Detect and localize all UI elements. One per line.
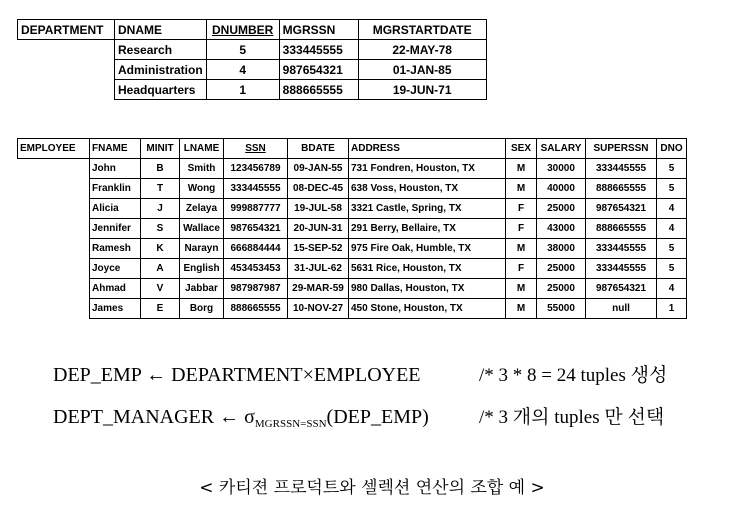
employee-cell: 453453453 bbox=[224, 259, 288, 279]
employee-header-row bbox=[18, 139, 687, 159]
selection-expression-suffix: (DEP_EMP) bbox=[326, 406, 429, 428]
employee-cell: Wong bbox=[180, 179, 224, 199]
employee-cell: Joyce bbox=[90, 259, 141, 279]
employee-cell: 30000 bbox=[537, 159, 586, 179]
department-column-header: DNUMBER bbox=[206, 20, 279, 40]
employee-cell: J bbox=[141, 199, 180, 219]
selection-comment: /* 3 개의 tuples 만 선택 bbox=[479, 407, 665, 428]
employee-row-spacer bbox=[18, 259, 90, 279]
employee-cell: Franklin bbox=[90, 179, 141, 199]
employee-cell: John bbox=[90, 159, 141, 179]
employee-cell: 31-JUL-62 bbox=[288, 259, 349, 279]
department-cell: 22-MAY-78 bbox=[358, 40, 486, 60]
cartesian-product-expression: DEP_EMP ← DEPARTMENT×EMPLOYEE bbox=[53, 364, 421, 386]
department-cell: 4 bbox=[206, 60, 279, 80]
department-column-header: MGRSTARTDATE bbox=[358, 20, 486, 40]
employee-cell: James bbox=[90, 299, 141, 319]
employee-cell: E bbox=[141, 299, 180, 319]
selection-expression-prefix: DEPT_MANAGER ← σ bbox=[53, 406, 255, 428]
employee-cell: 25000 bbox=[537, 279, 586, 299]
employee-cell: 19-JUL-58 bbox=[288, 199, 349, 219]
employee-cell: 888665555 bbox=[586, 219, 657, 239]
employee-cell: Ramesh bbox=[90, 239, 141, 259]
employee-cell: Jabbar bbox=[180, 279, 224, 299]
department-cell: 5 bbox=[206, 40, 279, 60]
employee-table bbox=[17, 138, 687, 319]
employee-row-spacer bbox=[18, 239, 90, 259]
department-header-row bbox=[18, 20, 487, 40]
employee-cell: English bbox=[180, 259, 224, 279]
employee-cell: 40000 bbox=[537, 179, 586, 199]
employee-cell: null bbox=[586, 299, 657, 319]
employee-cell: 25000 bbox=[537, 199, 586, 219]
employee-cell: 4 bbox=[657, 279, 687, 299]
employee-cell: 333445555 bbox=[586, 259, 657, 279]
employee-cell: 731 Fondren, Houston, TX bbox=[349, 159, 506, 179]
table-row bbox=[18, 299, 687, 319]
department-cell: Administration bbox=[115, 60, 207, 80]
employee-cell: Smith bbox=[180, 159, 224, 179]
employee-cell: 888665555 bbox=[586, 179, 657, 199]
table-row bbox=[18, 199, 687, 219]
employee-column-header: SALARY bbox=[537, 139, 586, 159]
employee-cell: V bbox=[141, 279, 180, 299]
employee-cell: 15-SEP-52 bbox=[288, 239, 349, 259]
employee-cell: 55000 bbox=[537, 299, 586, 319]
table-row bbox=[18, 179, 687, 199]
employee-cell: 09-JAN-55 bbox=[288, 159, 349, 179]
employee-cell: Zelaya bbox=[180, 199, 224, 219]
department-column-header: DNAME bbox=[115, 20, 207, 40]
table-row bbox=[18, 259, 687, 279]
employee-cell: Borg bbox=[180, 299, 224, 319]
employee-column-header: SSN bbox=[224, 139, 288, 159]
department-cell: Research bbox=[115, 40, 207, 60]
figure-caption: < 카티젼 프로덕트와 셀렉션 연산의 조합 예 > bbox=[199, 478, 545, 498]
employee-cell: 123456789 bbox=[224, 159, 288, 179]
employee-column-header: MINIT bbox=[141, 139, 180, 159]
department-cell: 01-JAN-85 bbox=[358, 60, 486, 80]
employee-column-header: ADDRESS bbox=[349, 139, 506, 159]
table-row bbox=[18, 279, 687, 299]
employee-cell: 43000 bbox=[537, 219, 586, 239]
department-cell: 19-JUN-71 bbox=[358, 80, 486, 100]
employee-row-spacer bbox=[18, 179, 90, 199]
employee-column-header: SUPERSSN bbox=[586, 139, 657, 159]
employee-column-header: LNAME bbox=[180, 139, 224, 159]
employee-cell: 5 bbox=[657, 179, 687, 199]
employee-cell: Ahmad bbox=[90, 279, 141, 299]
employee-relation-name: EMPLOYEE bbox=[18, 139, 90, 159]
employee-row-spacer bbox=[18, 299, 90, 319]
employee-cell: M bbox=[506, 179, 537, 199]
department-row-spacer bbox=[18, 80, 115, 100]
employee-cell: B bbox=[141, 159, 180, 179]
employee-cell: M bbox=[506, 239, 537, 259]
selection-expression bbox=[53, 407, 429, 430]
employee-cell: 5 bbox=[657, 239, 687, 259]
employee-row-spacer bbox=[18, 219, 90, 239]
employee-cell: M bbox=[506, 159, 537, 179]
employee-cell: Alicia bbox=[90, 199, 141, 219]
table-row bbox=[18, 159, 687, 179]
department-cell: 333445555 bbox=[279, 40, 358, 60]
employee-cell: T bbox=[141, 179, 180, 199]
employee-cell: 3321 Castle, Spring, TX bbox=[349, 199, 506, 219]
employee-cell: 1 bbox=[657, 299, 687, 319]
employee-cell: 5631 Rice, Houston, TX bbox=[349, 259, 506, 279]
department-table bbox=[17, 19, 487, 100]
department-column-header: MGRSSN bbox=[279, 20, 358, 40]
employee-cell: 333445555 bbox=[586, 239, 657, 259]
employee-cell: 333445555 bbox=[224, 179, 288, 199]
employee-cell: 975 Fire Oak, Humble, TX bbox=[349, 239, 506, 259]
employee-cell: 29-MAR-59 bbox=[288, 279, 349, 299]
table-row bbox=[18, 239, 687, 259]
employee-cell: 38000 bbox=[537, 239, 586, 259]
employee-cell: 666884444 bbox=[224, 239, 288, 259]
employee-cell: 08-DEC-45 bbox=[288, 179, 349, 199]
employee-row-spacer bbox=[18, 199, 90, 219]
employee-cell: Narayn bbox=[180, 239, 224, 259]
employee-cell: 25000 bbox=[537, 259, 586, 279]
employee-cell: 987987987 bbox=[224, 279, 288, 299]
employee-cell: F bbox=[506, 259, 537, 279]
employee-cell: M bbox=[506, 279, 537, 299]
table-row bbox=[18, 219, 687, 239]
employee-cell: 987654321 bbox=[586, 199, 657, 219]
department-cell: 987654321 bbox=[279, 60, 358, 80]
selection-condition: MGRSSN=SSN bbox=[254, 418, 327, 430]
table-row bbox=[18, 40, 487, 60]
employee-column-header: FNAME bbox=[90, 139, 141, 159]
employee-cell: 20-JUN-31 bbox=[288, 219, 349, 239]
department-cell: 888665555 bbox=[279, 80, 358, 100]
employee-cell: 4 bbox=[657, 199, 687, 219]
table-row bbox=[18, 60, 487, 80]
employee-cell: 5 bbox=[657, 259, 687, 279]
employee-cell: F bbox=[506, 199, 537, 219]
employee-cell: 10-NOV-27 bbox=[288, 299, 349, 319]
employee-cell: S bbox=[141, 219, 180, 239]
department-cell: 1 bbox=[206, 80, 279, 100]
employee-cell: 638 Voss, Houston, TX bbox=[349, 179, 506, 199]
employee-row-spacer bbox=[18, 159, 90, 179]
employee-cell: A bbox=[141, 259, 180, 279]
employee-cell: 291 Berry, Bellaire, TX bbox=[349, 219, 506, 239]
table-row bbox=[18, 80, 487, 100]
department-cell: Headquarters bbox=[115, 80, 207, 100]
employee-column-header: BDATE bbox=[288, 139, 349, 159]
employee-cell: 333445555 bbox=[586, 159, 657, 179]
employee-cell: Jennifer bbox=[90, 219, 141, 239]
employee-cell: Wallace bbox=[180, 219, 224, 239]
cartesian-product-comment: /* 3 * 8 = 24 tuples 생성 bbox=[479, 365, 668, 386]
employee-cell: 980 Dallas, Houston, TX bbox=[349, 279, 506, 299]
department-relation-name: DEPARTMENT bbox=[18, 20, 115, 40]
employee-cell: 987654321 bbox=[586, 279, 657, 299]
employee-cell: M bbox=[506, 299, 537, 319]
employee-cell: 5 bbox=[657, 159, 687, 179]
department-row-spacer bbox=[18, 40, 115, 60]
employee-cell: 4 bbox=[657, 219, 687, 239]
employee-row-spacer bbox=[18, 279, 90, 299]
employee-cell: 987654321 bbox=[224, 219, 288, 239]
employee-column-header: SEX bbox=[506, 139, 537, 159]
employee-cell: 450 Stone, Houston, TX bbox=[349, 299, 506, 319]
employee-cell: 999887777 bbox=[224, 199, 288, 219]
employee-cell: 888665555 bbox=[224, 299, 288, 319]
department-row-spacer bbox=[18, 60, 115, 80]
employee-column-header: DNO bbox=[657, 139, 687, 159]
employee-cell: F bbox=[506, 219, 537, 239]
employee-cell: K bbox=[141, 239, 180, 259]
